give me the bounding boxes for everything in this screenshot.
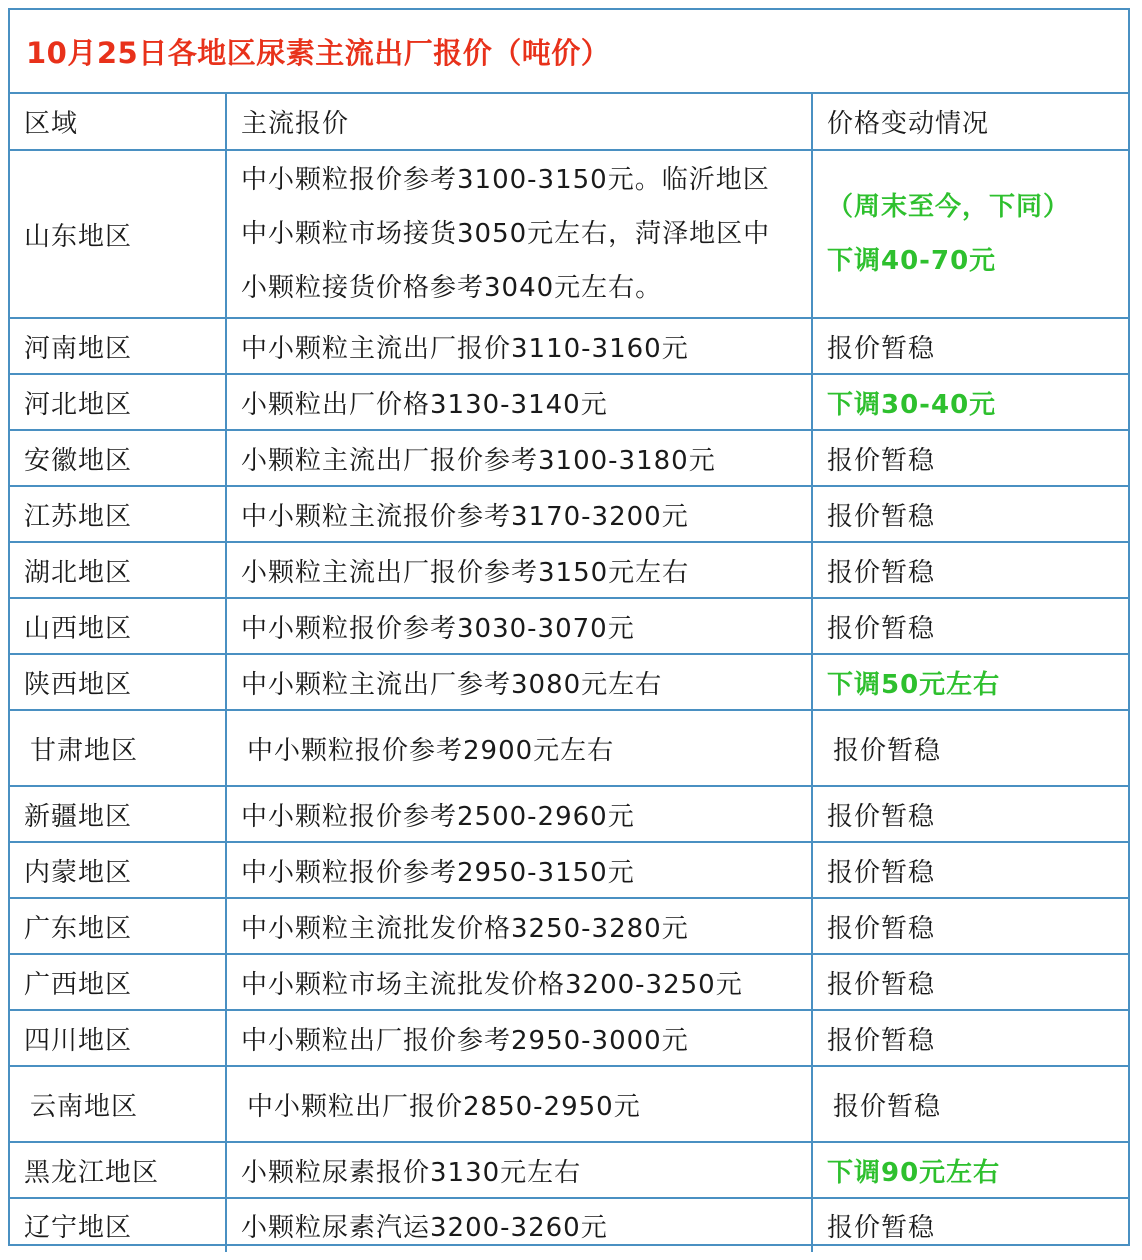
change-value: 下调40-70元 (827, 246, 997, 276)
price-cell: 中小颗粒主流批发价格3250-3280元 (226, 898, 812, 954)
price-line: 中小颗粒报价参考3100-3150元。临沂地区 (241, 165, 770, 195)
table-row (10, 710, 1128, 786)
change-cell (812, 150, 1128, 318)
table-row (10, 486, 1128, 542)
price-cell: 小颗粒主流出厂报价参考3150元左右 (226, 542, 812, 598)
table-row (10, 150, 1128, 318)
price-table-frame (8, 8, 1130, 1246)
price-cell: 中小颗粒主流出厂报价3110-3160元 (226, 318, 812, 374)
table-row (10, 954, 1128, 1010)
price-cell: 中小颗粒主流出厂参考3080元左右 (226, 654, 812, 710)
price-cell: 中小颗粒报价参考3030-3070元 (226, 598, 812, 654)
price-cell: 小颗粒出厂价格3130-3140元 (226, 374, 812, 430)
price-cell: 中小颗粒主流报价参考3170-3200元 (226, 486, 812, 542)
change-cell: 报价暂稳 (812, 1198, 1128, 1252)
change-cell: 报价暂稳 (812, 598, 1128, 654)
table-row (10, 1198, 1128, 1252)
price-line: 小颗粒接货价格参考3040元左右。 (241, 273, 663, 303)
table-row (10, 374, 1128, 430)
price-cell (226, 150, 812, 318)
price-cell: 中小颗粒出厂报价参考2950-3000元 (226, 1010, 812, 1066)
table-row (10, 1142, 1128, 1198)
region-cell: 云南地区 (10, 1066, 226, 1142)
table-row (10, 430, 1128, 486)
region-cell: 山西地区 (10, 598, 226, 654)
table-row (10, 898, 1128, 954)
price-line: 中小颗粒市场接货3050元左右，菏泽地区中 (241, 219, 771, 249)
table-row (10, 1066, 1128, 1142)
change-cell: 下调30-40元 (812, 374, 1128, 430)
title-row (10, 10, 1128, 94)
price-table (10, 94, 1128, 1252)
region-cell: 湖北地区 (10, 542, 226, 598)
change-cell: 下调90元左右 (812, 1142, 1128, 1198)
region-cell: 山东地区 (10, 150, 226, 318)
change-cell: 报价暂稳 (812, 710, 1128, 786)
price-cell: 小颗粒主流出厂报价参考3100-3180元 (226, 430, 812, 486)
change-cell: 报价暂稳 (812, 430, 1128, 486)
region-cell: 江苏地区 (10, 486, 226, 542)
region-cell: 辽宁地区 (10, 1198, 226, 1252)
region-cell: 黑龙江地区 (10, 1142, 226, 1198)
change-cell: 报价暂稳 (812, 318, 1128, 374)
region-cell: 安徽地区 (10, 430, 226, 486)
change-cell: 报价暂稳 (812, 542, 1128, 598)
region-cell: 广西地区 (10, 954, 226, 1010)
table-row (10, 1010, 1128, 1066)
change-cell: 报价暂稳 (812, 954, 1128, 1010)
price-cell: 中小颗粒市场主流批发价格3200-3250元 (226, 954, 812, 1010)
region-cell: 甘肃地区 (10, 710, 226, 786)
header-price: 主流报价 (226, 94, 812, 150)
region-cell: 新疆地区 (10, 786, 226, 842)
region-cell: 河南地区 (10, 318, 226, 374)
header-change: 价格变动情况 (812, 94, 1128, 150)
change-cell: 报价暂稳 (812, 898, 1128, 954)
change-cell: 报价暂稳 (812, 1066, 1128, 1142)
price-cell: 中小颗粒报价参考2950-3150元 (226, 842, 812, 898)
change-cell: 报价暂稳 (812, 786, 1128, 842)
price-cell: 小颗粒尿素报价3130元左右 (226, 1142, 812, 1198)
header-region: 区域 (10, 94, 226, 150)
table-row (10, 598, 1128, 654)
region-cell: 四川地区 (10, 1010, 226, 1066)
region-cell: 陕西地区 (10, 654, 226, 710)
price-cell: 小颗粒尿素汽运3200-3260元 (226, 1198, 812, 1252)
table-row (10, 786, 1128, 842)
change-note: （周末至今，下同） (827, 192, 1071, 222)
change-cell: 下调50元左右 (812, 654, 1128, 710)
region-cell: 广东地区 (10, 898, 226, 954)
price-cell: 中小颗粒报价参考2500-2960元 (226, 786, 812, 842)
table-row (10, 842, 1128, 898)
table-row (10, 654, 1128, 710)
price-cell: 中小颗粒报价参考2900元左右 (226, 710, 812, 786)
change-cell: 报价暂稳 (812, 1010, 1128, 1066)
page-title: 10月25日各地区尿素主流出厂报价（吨价） (26, 35, 611, 70)
table-row (10, 318, 1128, 374)
table-row (10, 542, 1128, 598)
change-cell: 报价暂稳 (812, 842, 1128, 898)
change-cell: 报价暂稳 (812, 486, 1128, 542)
region-cell: 河北地区 (10, 374, 226, 430)
region-cell: 内蒙地区 (10, 842, 226, 898)
table-header-row (10, 94, 1128, 150)
price-cell: 中小颗粒出厂报价2850-2950元 (226, 1066, 812, 1142)
